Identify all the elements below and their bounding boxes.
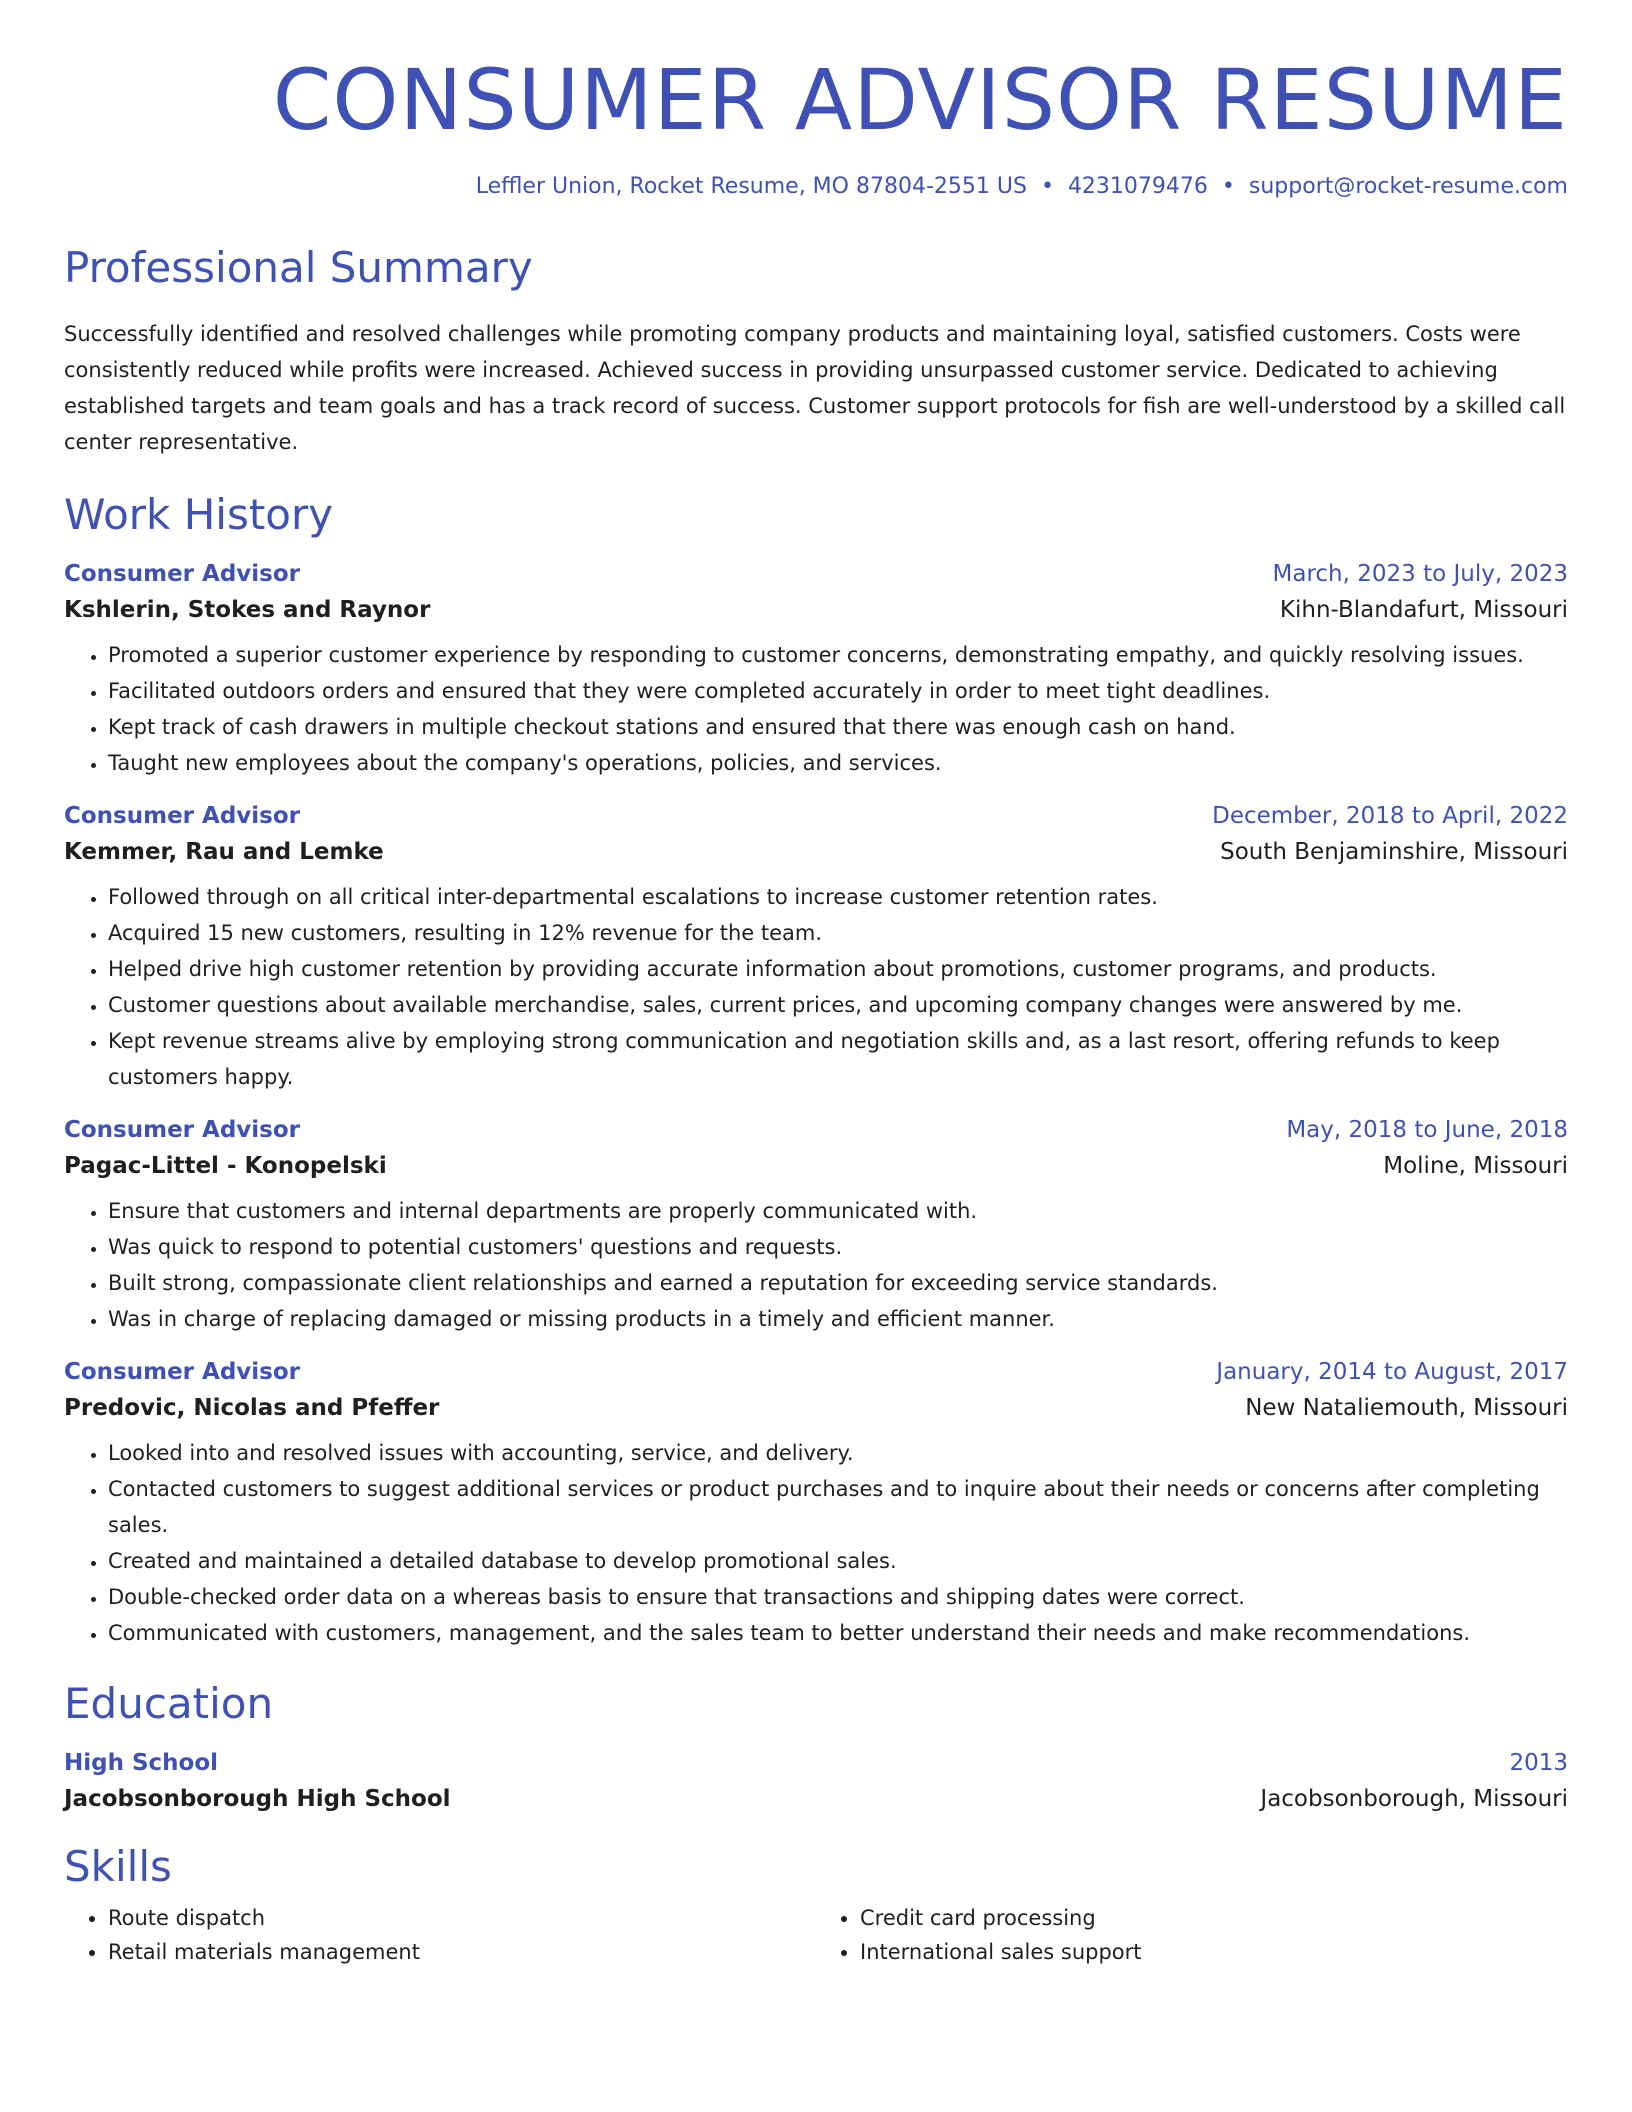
job-row-bottom bbox=[64, 1153, 1568, 1179]
education-heading: Education bbox=[64, 1679, 274, 1729]
work-history-list bbox=[64, 561, 1568, 1651]
education-school: Jacobsonborough High School bbox=[64, 1786, 451, 1813]
job-location: Moline, Missouri bbox=[1383, 1153, 1568, 1180]
job-bullet-list bbox=[64, 637, 1568, 781]
job-entry bbox=[64, 1117, 1568, 1337]
job-bullet: • Customer questions about available merchandise, sales, current prices, and upcoming company changes were answered by me. bbox=[108, 987, 1568, 1023]
skills-list-left bbox=[64, 1901, 816, 1969]
job-dates: March, 2023 to July, 2023 bbox=[1272, 561, 1568, 588]
job-bullet: • Contacted customers to suggest additional services or product purchases and to inquire about their needs or concerns after completing sales. bbox=[108, 1471, 1568, 1543]
education-location: Jacobsonborough, Missouri bbox=[1260, 1786, 1568, 1813]
job-bullet: • Was quick to respond to potential customers' questions and requests. bbox=[108, 1229, 1568, 1265]
contact-separator: • bbox=[1040, 174, 1054, 200]
job-location: New Nataliemouth, Missouri bbox=[1245, 1395, 1568, 1422]
job-bullet: • Facilitated outdoors orders and ensured that they were completed accurately in order to meet tight deadlines. bbox=[108, 673, 1568, 709]
summary-text: Successfully identified and resolved challenges while promoting company products and maintaining loyal, satisfied customers. Costs were consistently reduced while profits were increased. Achieved success in providing unsurpassed customer service. Dedicated to achieving established targets and team goals and has a track record of success. Customer support protocols for fish are well-understood by a skilled call center representative. bbox=[64, 322, 1566, 455]
job-row-bottom bbox=[64, 839, 1568, 865]
job-bullet-list bbox=[64, 879, 1568, 1095]
skill-item: • Credit card processing bbox=[860, 1901, 1568, 1935]
job-bullet: • Taught new employees about the company's operations, policies, and services. bbox=[108, 745, 1568, 781]
job-company: Predovic, Nicolas and Pfeffer bbox=[64, 1395, 440, 1422]
job-company: Kshlerin, Stokes and Raynor bbox=[64, 597, 431, 624]
job-row-bottom bbox=[64, 597, 1568, 623]
contact-separator: • bbox=[1221, 174, 1235, 200]
work-history-heading: Work History bbox=[64, 490, 334, 540]
education-row-bottom bbox=[64, 1786, 1568, 1812]
contact-address: Leffler Union, Rocket Resume, MO 87804-2551 US bbox=[475, 174, 1027, 200]
job-row-top bbox=[64, 1117, 1568, 1143]
job-bullet-list bbox=[64, 1435, 1568, 1651]
job-location: Kihn-Blandafurt, Missouri bbox=[1279, 597, 1568, 624]
job-bullet: • Acquired 15 new customers, resulting in 12% revenue for the team. bbox=[108, 915, 1568, 951]
education-degree: High School bbox=[64, 1750, 219, 1777]
job-bullet: • Double-checked order data on a whereas basis to ensure that transactions and shipping dates were correct. bbox=[108, 1579, 1568, 1615]
job-entry bbox=[64, 803, 1568, 1095]
job-company: Kemmer, Rau and Lemke bbox=[64, 839, 384, 866]
job-role: Consumer Advisor bbox=[64, 803, 301, 830]
job-bullet: • Kept track of cash drawers in multiple checkout stations and ensured that there was enough cash on hand. bbox=[108, 709, 1568, 745]
skill-item: • International sales support bbox=[860, 1935, 1568, 1969]
skills-list-right bbox=[816, 1901, 1568, 1969]
education-entry bbox=[64, 1750, 1568, 1812]
job-row-top bbox=[64, 561, 1568, 587]
job-bullet: • Looked into and resolved issues with accounting, service, and delivery. bbox=[108, 1435, 1568, 1471]
job-bullet: • Communicated with customers, management, and the sales team to better understand their needs and make recommendations. bbox=[108, 1615, 1568, 1651]
job-bullet: • Ensure that customers and internal departments are properly communicated with. bbox=[108, 1193, 1568, 1229]
skill-item: • Route dispatch bbox=[108, 1901, 816, 1935]
job-bullet-list bbox=[64, 1193, 1568, 1337]
job-entry bbox=[64, 1359, 1568, 1651]
job-dates: December, 2018 to April, 2022 bbox=[1212, 803, 1568, 830]
skills-heading: Skills bbox=[64, 1842, 172, 1892]
job-bullet: • Kept revenue streams alive by employing strong communication and negotiation skills and, as a last resort, offering refunds to keep customers happy. bbox=[108, 1023, 1568, 1095]
contact-email[interactable]: support@rocket-resume.com bbox=[1248, 174, 1568, 200]
job-row-top bbox=[64, 803, 1568, 829]
resume-title: CONSUMER ADVISOR RESUME bbox=[272, 51, 1568, 149]
contact-phone: 4231079476 bbox=[1067, 174, 1208, 200]
job-bullet: • Followed through on all critical inter-departmental escalations to increase customer retention rates. bbox=[108, 879, 1568, 915]
job-dates: May, 2018 to June, 2018 bbox=[1286, 1117, 1568, 1144]
job-bullet: • Promoted a superior customer experience by responding to customer concerns, demonstrating empathy, and quickly resolving issues. bbox=[108, 637, 1568, 673]
education-year: 2013 bbox=[1509, 1750, 1568, 1777]
education-row-top bbox=[64, 1750, 1568, 1776]
job-row-bottom bbox=[64, 1395, 1568, 1421]
job-role: Consumer Advisor bbox=[64, 1117, 301, 1144]
contact-line bbox=[64, 174, 1568, 199]
skills-columns bbox=[64, 1901, 1568, 1969]
summary-heading: Professional Summary bbox=[64, 243, 533, 293]
job-company: Pagac-Littel - Konopelski bbox=[64, 1153, 387, 1180]
job-role: Consumer Advisor bbox=[64, 1359, 301, 1386]
job-bullet: • Built strong, compassionate client relationships and earned a reputation for exceeding service standards. bbox=[108, 1265, 1568, 1301]
job-role: Consumer Advisor bbox=[64, 561, 301, 588]
job-bullet: • Was in charge of replacing damaged or missing products in a timely and efficient manner. bbox=[108, 1301, 1568, 1337]
job-row-top bbox=[64, 1359, 1568, 1385]
job-bullet: • Helped drive high customer retention by providing accurate information about promotions, customer programs, and products. bbox=[108, 951, 1568, 987]
skill-item: • Retail materials management bbox=[108, 1935, 816, 1969]
job-bullet: • Created and maintained a detailed database to develop promotional sales. bbox=[108, 1543, 1568, 1579]
job-dates: January, 2014 to August, 2017 bbox=[1216, 1359, 1568, 1386]
job-entry bbox=[64, 561, 1568, 781]
job-location: South Benjaminshire, Missouri bbox=[1220, 839, 1568, 866]
